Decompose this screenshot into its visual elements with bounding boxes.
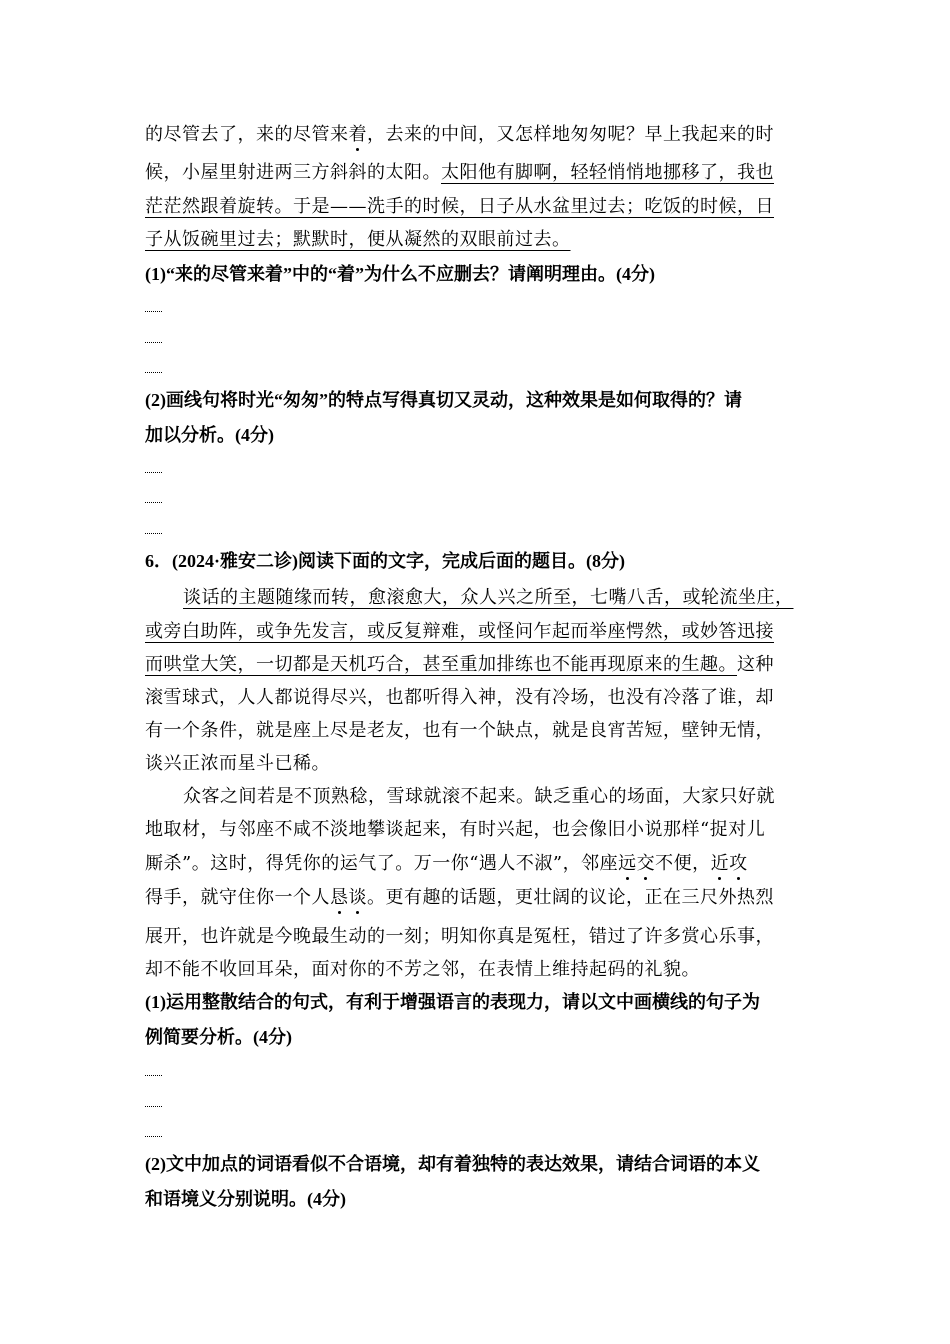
- passage-line-4: 子从饭碗里过去；默默时，便从凝然的双眼前过去。: [145, 229, 571, 250]
- passage-text: ，去来的中间，又怎样地匆匆呢？早上我起来的时: [367, 124, 774, 145]
- answer-line[interactable]: [145, 533, 162, 534]
- answer-line[interactable]: [145, 372, 162, 373]
- passage-text: 候，小屋里射进两三方斜斜的太阳。: [145, 162, 441, 183]
- question-5-2-line-1: (2)画线句将时光“匆匆”的特点写得真切又灵动，这种效果是如何取得的？请: [145, 390, 742, 410]
- q6-para1-line-1: 谈话的主题随缘而转，愈滚愈大，众人兴之所至，七嘴八舌，或轮流坐庄，: [183, 587, 794, 608]
- question-6-2-line-2: 和语境义分别说明。(4分): [145, 1189, 346, 1209]
- passage-text: 的尽管去了，来的尽管来: [145, 124, 349, 145]
- answer-line[interactable]: [145, 311, 162, 312]
- dotted-word-yuanjiao: 远交: [618, 853, 656, 874]
- answer-line[interactable]: [145, 1136, 162, 1137]
- answer-line[interactable]: [145, 1106, 162, 1107]
- question-6-2-line-1: (2)文中加点的词语看似不合语境，却有着独特的表达效果，请结合词语的本义: [145, 1154, 760, 1174]
- answer-line[interactable]: [145, 472, 162, 473]
- answer-line[interactable]: [145, 502, 162, 503]
- q6-para2-line-1: 众客之间若是不顶熟稔，雪球就滚不起来。缺乏重心的场面，大家只好就: [183, 786, 775, 807]
- passage-text: 。更有趣的话题，更壮阔的议论，正在三尺外热烈: [367, 887, 774, 908]
- passage-text: 得手，就守住你一个人: [145, 887, 330, 908]
- dotted-word-zhe: 着: [348, 124, 367, 145]
- q6-para2-line-2: 地取材，与邻座不咸不淡地攀谈起来，有时兴起，也会像旧小说那样“捉对儿: [145, 819, 766, 840]
- question-5-1: (1)“来的尽管来着”中的“着”为什么不应删去？请阐明理由。(4分): [145, 264, 655, 284]
- q6-para1-line-2: 或旁白助阵，或争先发言，或反复辩难，或怪问乍起而举座愕然，或妙答迅接: [145, 621, 774, 642]
- question-6-1-line-1: (1)运用整散结合的句式，有利于增强语言的表现力，请以文中画横线的句子为: [145, 992, 760, 1012]
- dotted-word-jingong: 近攻: [710, 853, 748, 874]
- q6-para1-line-4: 滚雪球式，人人都说得尽兴，也都听得入神，没有冷场，也没有冷落了谁，却: [145, 687, 774, 708]
- passage-text: 不便，: [655, 853, 711, 874]
- passage-line-2: [145, 161, 774, 185]
- q6-para2-line-3: [145, 852, 748, 876]
- q6-para2-line-4: [145, 886, 774, 910]
- passage-text: 这种: [737, 654, 774, 675]
- answer-line[interactable]: [145, 1075, 162, 1076]
- question-6-header: 6．(2024·雅安二诊)阅读下面的文字，完成后面的题目。(8分): [145, 551, 625, 571]
- q6-para2-line-5: 展开，也许就是今晚最生动的一刻；明知你真是冤枉，错过了许多赏心乐事，: [145, 926, 774, 947]
- answer-line[interactable]: [145, 342, 162, 343]
- question-5-2-line-2: 加以分析。(4分): [145, 425, 274, 445]
- underlined-sentence: 太阳他有脚啊，轻轻悄悄地挪移了，我也: [441, 162, 774, 183]
- passage-text: 厮杀”。这时，得凭你的运气了。万一你“遇人不淑”，邻座: [145, 853, 619, 874]
- question-6-1-line-2: 例简要分析。(4分): [145, 1027, 292, 1047]
- passage-line-3: 茫茫然跟着旋转。于是——洗手的时候，日子从水盆里过去；吃饭的时候，日: [145, 196, 774, 217]
- q6-para1-line-5: 有一个条件，就是座上尽是老友，也有一个缺点，就是良宵苦短，壁钟无情，: [145, 720, 774, 741]
- q6-para1-line-3: [145, 653, 774, 677]
- underlined-sentence: 而哄堂大笑，一切都是天机巧合，甚至重加排练也不能再现原来的生趣。: [145, 654, 737, 675]
- passage-line-1: [145, 123, 774, 147]
- q6-para1-line-6: 谈兴正浓而星斗已稀。: [145, 753, 330, 774]
- dotted-word-kentan: 恳谈: [330, 887, 367, 908]
- q6-para2-line-6: 却不能不收回耳朵，面对你的不芳之邻，在表情上维持起码的礼貌。: [145, 959, 700, 980]
